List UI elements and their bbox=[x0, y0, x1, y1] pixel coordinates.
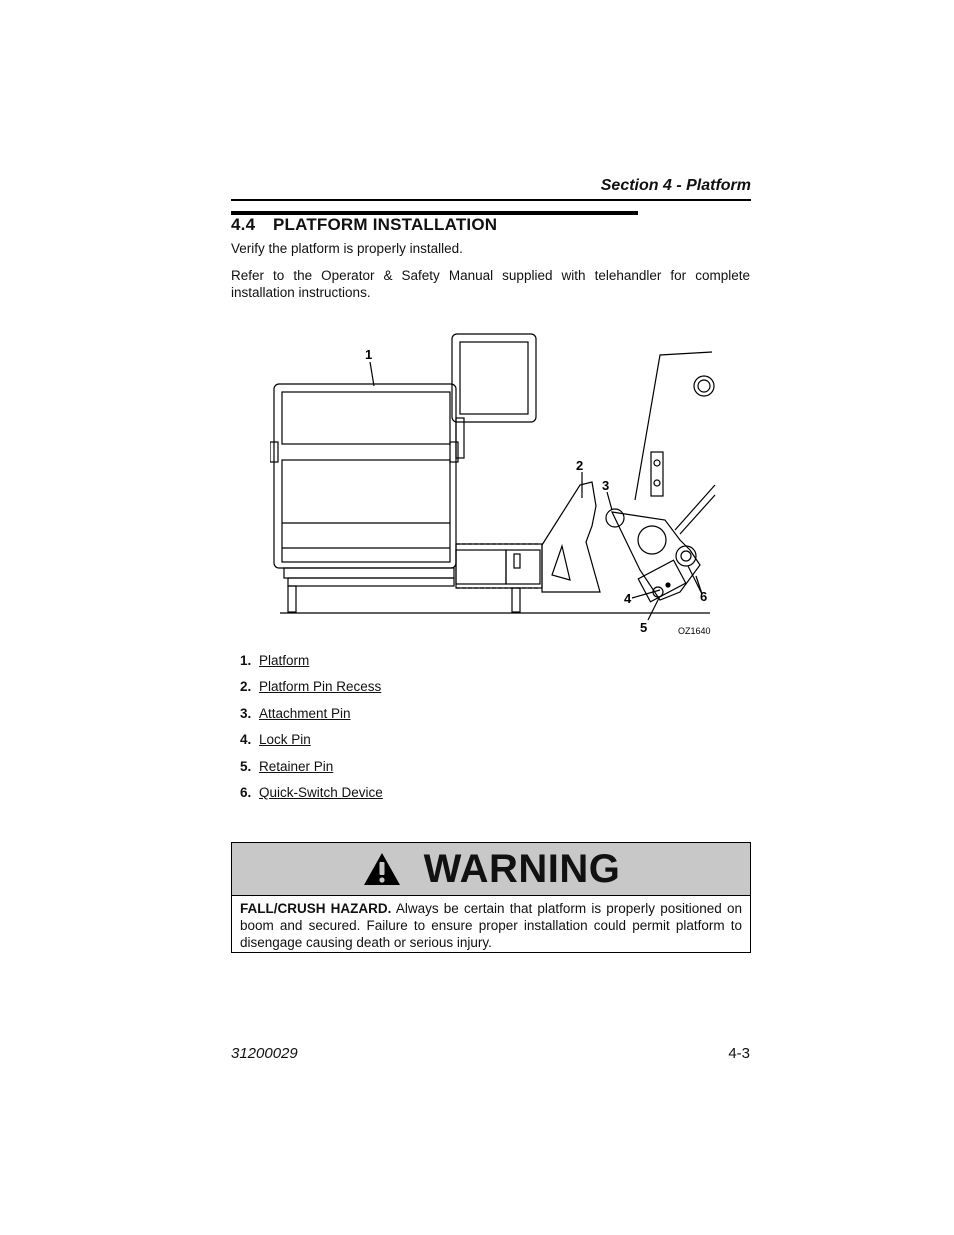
legend-item: 6. Quick-Switch Device bbox=[240, 784, 383, 800]
warning-header bbox=[232, 843, 750, 896]
platform-upper-panel bbox=[282, 392, 450, 444]
legend-link-platform[interactable]: Platform bbox=[259, 653, 310, 668]
callout-3: 3 bbox=[602, 478, 610, 493]
warning-box bbox=[231, 842, 751, 953]
figure-code: OZ1640 bbox=[678, 626, 711, 636]
legend-link-lock-pin[interactable]: Lock Pin bbox=[259, 732, 311, 748]
legend-item: 4. Lock Pin bbox=[240, 732, 311, 748]
section-header: Section 4 - Platform bbox=[231, 177, 751, 201]
page-number: 4-3 bbox=[728, 1045, 750, 1062]
section-title-text: PLATFORM INSTALLATION bbox=[273, 215, 498, 234]
legend-item: 5. Retainer Pin bbox=[240, 758, 334, 774]
platform-rail-joint-right bbox=[450, 442, 458, 462]
callout-4: 4 bbox=[624, 591, 632, 606]
warning-title: WARNING bbox=[423, 846, 621, 891]
callout-6: 6 bbox=[700, 589, 708, 604]
callout-5: 5 bbox=[640, 620, 648, 635]
platform-leg-left bbox=[288, 586, 296, 612]
legend-link-platform-pin-recess[interactable]: Platform Pin Recess bbox=[259, 679, 382, 695]
platform-rail bbox=[274, 384, 456, 568]
boom-bracket bbox=[651, 452, 663, 496]
warning-triangle-icon bbox=[362, 851, 402, 887]
platform-installation-figure bbox=[270, 330, 720, 640]
document-number: 31200029 bbox=[231, 1045, 298, 1062]
leader-1 bbox=[370, 362, 374, 386]
boom-outline bbox=[635, 352, 712, 500]
legend-link-attachment-pin[interactable]: Attachment Pin bbox=[259, 705, 351, 721]
warning-message: Always be certain that platform is properly positioned on boom and secured. Failure to ensure proper installation could permit platform to disengage causing death or serious injury. bbox=[240, 901, 742, 950]
warning-lead: FALL/CRUSH HAZARD. bbox=[240, 901, 392, 916]
legend-item: 3. Attachment Pin bbox=[240, 705, 351, 721]
platform-leg-right bbox=[512, 588, 520, 612]
callout-1: 1 bbox=[365, 347, 373, 362]
legend-item: 2. Platform Pin Recess bbox=[240, 679, 382, 695]
warning-text bbox=[232, 896, 750, 951]
legend-link-retainer-pin[interactable]: Retainer Pin bbox=[259, 758, 334, 774]
control-box bbox=[452, 334, 536, 422]
callout-2: 2 bbox=[576, 458, 584, 473]
paragraph-refer: Refer to the Operator & Safety Manual supplied with telehandler for complete installation instructions. bbox=[231, 268, 750, 300]
boom-pivot bbox=[694, 376, 714, 396]
paragraph-verify: Verify the platform is properly installed. bbox=[231, 241, 463, 256]
leader-3 bbox=[607, 492, 612, 510]
platform-lower-panel bbox=[282, 460, 450, 562]
section-number: 4.4 bbox=[231, 215, 256, 234]
attachment-plate bbox=[542, 482, 600, 592]
section-title bbox=[231, 215, 497, 235]
legend-item: 1. Platform bbox=[240, 653, 310, 668]
legend-link-quick-switch-device[interactable]: Quick-Switch Device bbox=[259, 784, 383, 800]
figure-legend bbox=[240, 652, 383, 810]
